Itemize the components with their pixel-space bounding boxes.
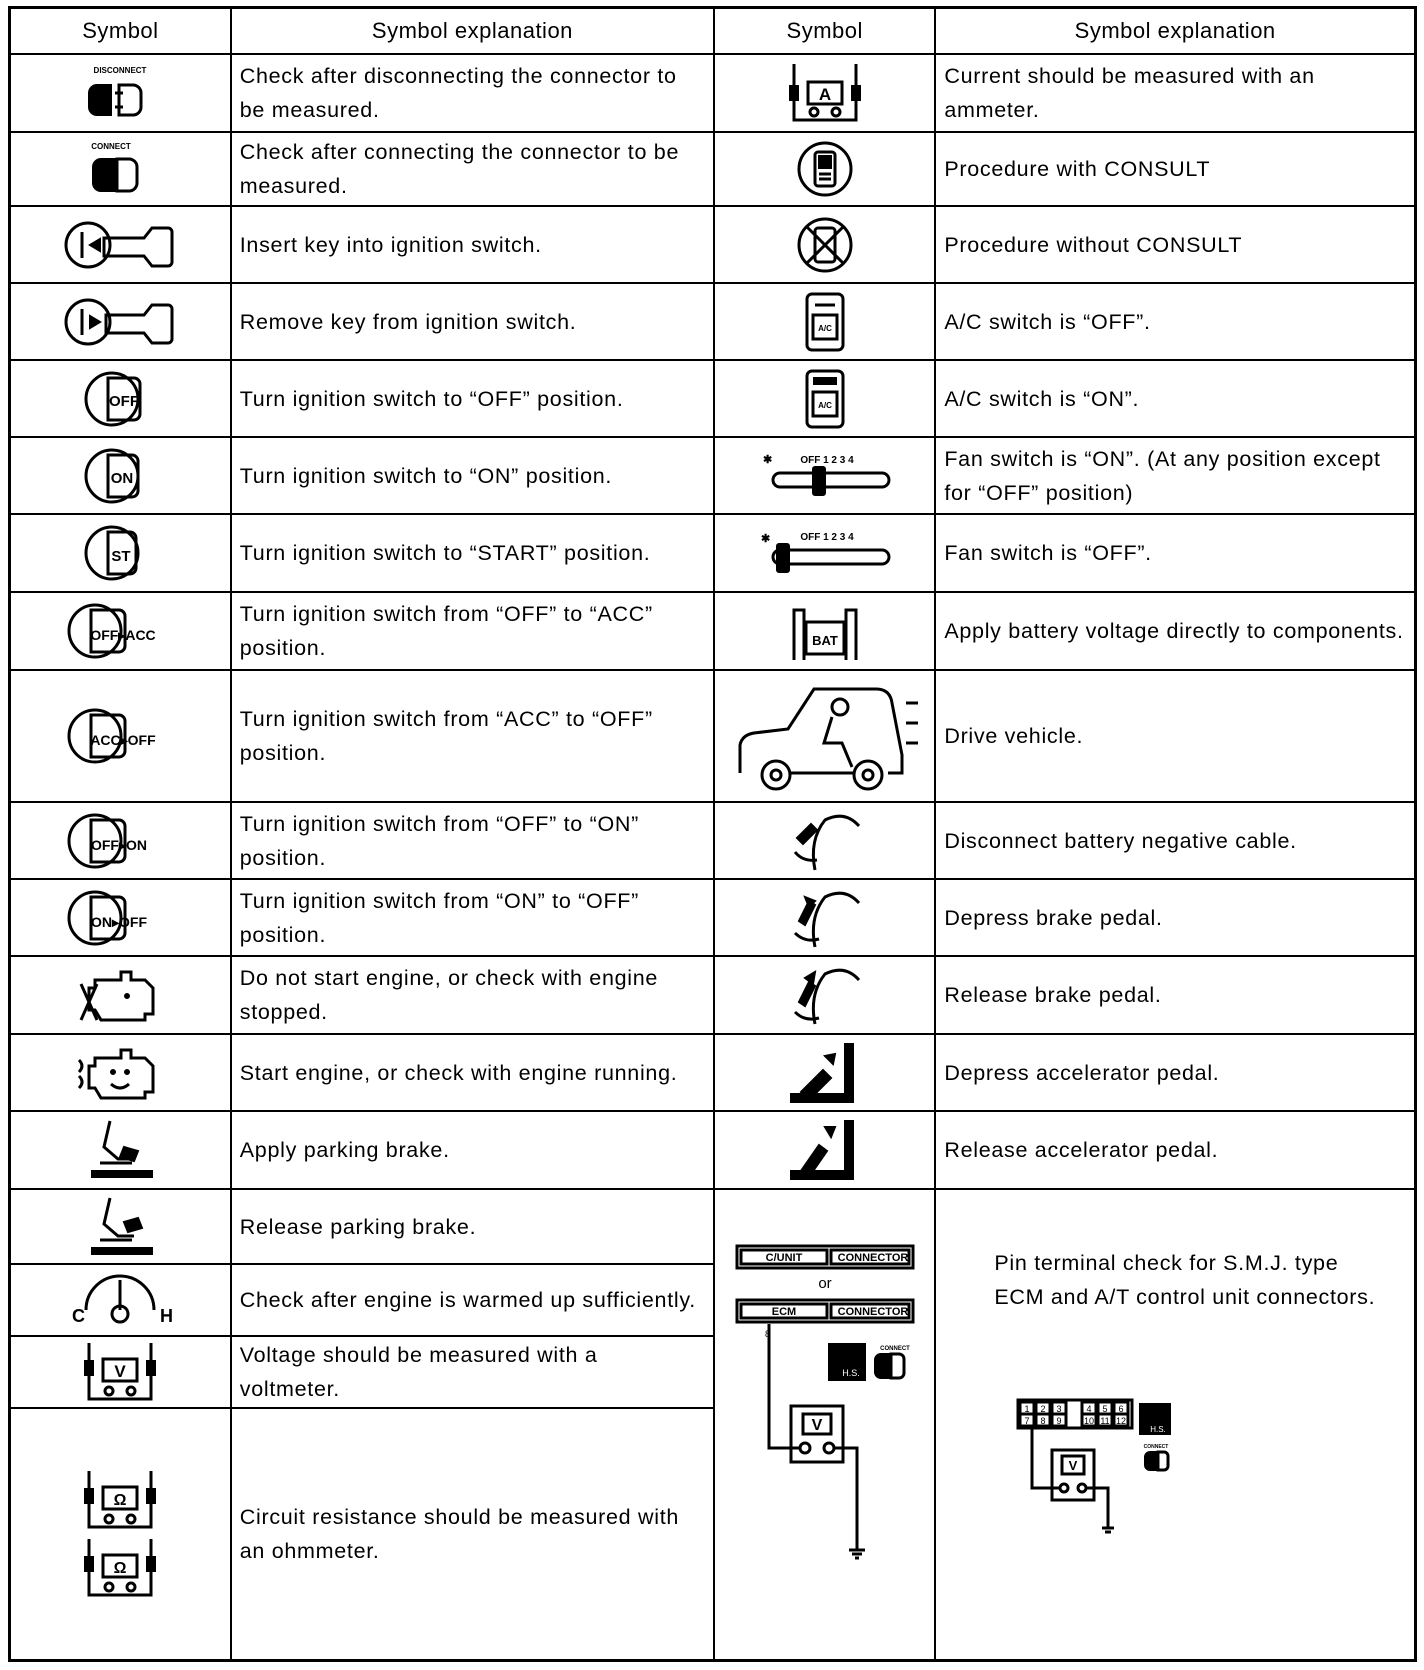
pin-number: 8 xyxy=(1040,1416,1046,1426)
explanation-cell: Turn ignition switch to “OFF” position. xyxy=(231,360,714,437)
pin-number: 2 xyxy=(1040,1404,1046,1414)
engine-running-icon xyxy=(75,1040,165,1106)
pin-number: 7 xyxy=(1024,1416,1030,1426)
explanation-cell: Disconnect battery negative cable. xyxy=(935,802,1415,879)
svg-text:V: V xyxy=(811,1417,823,1434)
table-row xyxy=(10,360,1416,437)
symbol-cell xyxy=(10,360,231,437)
symbol-cell xyxy=(714,1111,935,1189)
svg-text:V: V xyxy=(114,1362,127,1381)
insert-key-icon xyxy=(60,212,180,278)
consult-icon xyxy=(790,136,860,202)
header-explanation-left: Symbol explanation xyxy=(231,8,714,55)
pin-number: 9 xyxy=(1056,1416,1062,1426)
svg-text:CONNECT: CONNECT xyxy=(879,1346,910,1352)
symbol-cell xyxy=(10,437,231,514)
pin-number: 10 xyxy=(1084,1416,1095,1426)
pins-bottom-row xyxy=(1020,1414,1128,1426)
explanation-cell: Release accelerator pedal. xyxy=(935,1111,1415,1189)
symbol-cell xyxy=(714,283,935,360)
explanation-cell: Drive vehicle. xyxy=(935,670,1415,802)
symbol-cell xyxy=(714,670,935,802)
engine-warm-gauge-icon xyxy=(60,1270,180,1330)
depress-brake-pedal-icon xyxy=(785,885,865,951)
symbol-cell xyxy=(10,132,231,206)
explanation-cell: Depress brake pedal. xyxy=(935,879,1415,956)
explanation-cell: Current should be measured with an ammeter. xyxy=(935,54,1415,132)
explanation-cell: Check after connecting the connector to be measured. xyxy=(231,132,714,206)
table-row xyxy=(10,283,1416,360)
svg-text:OFF 1 2 3 4: OFF 1 2 3 4 xyxy=(800,454,854,466)
symbol-cell xyxy=(10,879,231,956)
explanation-cell: Start engine, or check with engine running. xyxy=(231,1034,714,1111)
svg-text:or: or xyxy=(818,1275,832,1292)
battery-voltage-icon xyxy=(780,598,870,664)
symbol-cell xyxy=(10,956,231,1034)
symbol-cell xyxy=(10,592,231,670)
pin-number: 11 xyxy=(1100,1416,1111,1426)
disconnect-connector-icon xyxy=(75,63,165,123)
svg-text:Ω: Ω xyxy=(113,1492,127,1509)
symbol-cell xyxy=(10,1408,231,1661)
release-accelerator-icon xyxy=(785,1117,865,1183)
disconnect-battery-cable-icon xyxy=(785,808,865,874)
explanation-cell: A/C switch is “ON”. xyxy=(935,360,1415,437)
symbol-cell xyxy=(714,802,935,879)
svg-text:ST: ST xyxy=(111,548,131,565)
pin-number: 12 xyxy=(1116,1416,1127,1426)
svg-text:CONNECT: CONNECT xyxy=(1143,1444,1169,1450)
symbol-cell xyxy=(714,514,935,592)
svg-text:DISCONNECT: DISCONNECT xyxy=(93,66,147,75)
explanation-cell: Circuit resistance should be measured with an ohmmeter. xyxy=(231,1408,714,1661)
explanation-cell: Turn ignition switch to “START” position. xyxy=(231,514,714,592)
ohmmeter-icon xyxy=(75,1467,165,1601)
symbol-cell xyxy=(10,206,231,283)
symbol-cell xyxy=(10,802,231,879)
ac-switch-on-icon xyxy=(800,368,850,430)
svg-text:A: A xyxy=(818,85,831,104)
svg-text:Ω: Ω xyxy=(113,1560,127,1577)
ignition-acc-to-off-icon xyxy=(65,703,175,769)
pin-check-explanation-cell xyxy=(935,1189,1415,1661)
symbol-cell xyxy=(714,360,935,437)
table-row xyxy=(10,592,1416,670)
svg-text:OFF▸ACC: OFF▸ACC xyxy=(90,627,157,643)
depress-accelerator-icon xyxy=(785,1040,865,1106)
header-explanation-right: Symbol explanation xyxy=(935,8,1415,55)
explanation-cell: Check after disconnecting the connector to be measured. xyxy=(231,54,714,132)
table-row xyxy=(10,670,1416,802)
explanation-cell: Do not start engine, or check with engine stopped. xyxy=(231,956,714,1034)
svg-text:8: 8 xyxy=(764,1329,770,1339)
pin-number: 4 xyxy=(1086,1404,1092,1414)
explanation-cell: Procedure without CONSULT xyxy=(935,206,1415,283)
pin-number: 3 xyxy=(1056,1404,1062,1414)
svg-text:ECM: ECM xyxy=(771,1306,796,1318)
explanation-cell: A/C switch is “OFF”. xyxy=(935,283,1415,360)
ignition-on-to-off-icon xyxy=(65,885,175,951)
svg-text:ON: ON xyxy=(111,469,134,487)
table-row xyxy=(10,1111,1416,1189)
table-row xyxy=(10,132,1416,206)
symbol-cell xyxy=(10,283,231,360)
svg-text:C/UNIT: C/UNIT xyxy=(765,1252,803,1264)
symbol-cell xyxy=(10,1034,231,1111)
connect-connector-icon xyxy=(75,139,165,199)
symbol-cell xyxy=(714,132,935,206)
drive-vehicle-icon xyxy=(730,673,920,799)
symbol-cell xyxy=(714,54,935,132)
release-brake-pedal-icon xyxy=(785,962,865,1028)
explanation-cell: Check after engine is warmed up sufficiently. xyxy=(231,1264,714,1336)
svg-text:ACC▸OFF: ACC▸OFF xyxy=(90,732,157,748)
fan-switch-on-icon xyxy=(755,451,895,501)
header-symbol-left: Symbol xyxy=(10,8,231,55)
explanation-cell: Turn ignition switch from “ON” to “OFF” position. xyxy=(231,879,714,956)
svg-text:CONNECTOR: CONNECTOR xyxy=(837,1306,909,1318)
header-row xyxy=(10,8,1416,55)
pin-check-text: Pin terminal check for S.M.J. type ECM and A/T control unit connectors. xyxy=(994,1251,1376,1309)
svg-text:H.S.: H.S. xyxy=(1150,1425,1167,1434)
symbol-cell xyxy=(10,1264,231,1336)
symbol-cell xyxy=(714,206,935,283)
explanation-cell: Remove key from ignition switch. xyxy=(231,283,714,360)
ignition-off-to-on-icon xyxy=(65,808,175,874)
explanation-cell: Insert key into ignition switch. xyxy=(231,206,714,283)
svg-text:A/C: A/C xyxy=(817,323,832,333)
pin-check-symbol-cell xyxy=(714,1189,935,1661)
symbol-cell xyxy=(10,1189,231,1264)
table-row xyxy=(10,1034,1416,1111)
symbol-cell xyxy=(714,437,935,514)
explanation-cell: Release parking brake. xyxy=(231,1189,714,1264)
ignition-off-icon xyxy=(80,366,160,432)
symbol-cell xyxy=(714,592,935,670)
svg-text:✱: ✱ xyxy=(762,453,772,466)
svg-text:A/C: A/C xyxy=(817,400,832,410)
svg-text:H: H xyxy=(160,1306,174,1326)
explanation-cell: Release brake pedal. xyxy=(935,956,1415,1034)
explanation-cell: Procedure with CONSULT xyxy=(935,132,1415,206)
svg-text:C: C xyxy=(72,1306,86,1326)
svg-text:OFF: OFF xyxy=(109,392,140,410)
explanation-cell: Turn ignition switch from “ACC” to “OFF” position. xyxy=(231,670,714,802)
svg-text:BAT: BAT xyxy=(811,633,838,648)
pin-number: 5 xyxy=(1102,1404,1108,1414)
explanation-cell: Voltage should be measured with a voltmeter. xyxy=(231,1336,714,1408)
table-row xyxy=(10,956,1416,1034)
svg-text:ON▸OFF: ON▸OFF xyxy=(91,913,148,930)
svg-text:H.S.: H.S. xyxy=(841,1368,860,1378)
ignition-off-to-acc-icon xyxy=(65,598,175,664)
symbol-cell xyxy=(10,1111,231,1189)
explanation-cell: Turn ignition switch to “ON” position. xyxy=(231,437,714,514)
ignition-on-icon xyxy=(80,443,160,509)
release-parking-brake-icon xyxy=(80,1194,160,1260)
table-row xyxy=(10,437,1416,514)
table-row xyxy=(10,879,1416,956)
voltmeter-icon xyxy=(75,1339,165,1405)
explanation-cell: Depress accelerator pedal. xyxy=(935,1034,1415,1111)
apply-parking-brake-icon xyxy=(80,1117,160,1183)
fan-switch-off-icon xyxy=(755,528,895,578)
table-row xyxy=(10,514,1416,592)
svg-text:CONNECTOR: CONNECTOR xyxy=(837,1252,909,1264)
ammeter-icon xyxy=(780,60,870,126)
pin-terminal-diagram-icon xyxy=(1008,1392,1208,1542)
symbol-table xyxy=(8,6,1417,1662)
symbol-cell xyxy=(714,879,935,956)
no-consult-icon xyxy=(790,212,860,278)
pin-check-diagram-icon xyxy=(725,1190,925,1570)
symbol-cell xyxy=(10,54,231,132)
engine-stopped-icon xyxy=(75,962,165,1028)
header-symbol-right: Symbol xyxy=(714,8,935,55)
svg-text:✱: ✱ xyxy=(760,533,770,545)
table-row xyxy=(10,206,1416,283)
pin-number: 1 xyxy=(1024,1404,1030,1414)
table-row xyxy=(10,54,1416,132)
explanation-cell: Turn ignition switch from “OFF” to “ACC” position. xyxy=(231,592,714,670)
symbol-cell xyxy=(714,956,935,1034)
table-row xyxy=(10,1189,1416,1264)
explanation-cell: Turn ignition switch from “OFF” to “ON” position. xyxy=(231,802,714,879)
explanation-cell: Fan switch is “ON”. (At any position except for “OFF” position) xyxy=(935,437,1415,514)
symbol-cell xyxy=(10,1336,231,1408)
symbol-cell xyxy=(10,670,231,802)
table-row xyxy=(10,802,1416,879)
explanation-cell: Fan switch is “OFF”. xyxy=(935,514,1415,592)
explanation-cell: Apply parking brake. xyxy=(231,1111,714,1189)
symbol-cell xyxy=(10,514,231,592)
ignition-start-icon xyxy=(80,520,160,586)
explanation-cell: Apply battery voltage directly to components. xyxy=(935,592,1415,670)
ac-switch-off-icon xyxy=(800,291,850,353)
pin-number: 6 xyxy=(1118,1404,1124,1414)
symbol-cell xyxy=(714,1034,935,1111)
remove-key-icon xyxy=(60,289,180,355)
pins-top-row xyxy=(1020,1402,1128,1414)
svg-text:OFF 1 2 3 4: OFF 1 2 3 4 xyxy=(800,532,854,543)
svg-text:CONNECT: CONNECT xyxy=(91,142,132,151)
svg-text:V: V xyxy=(1069,1458,1078,1473)
svg-text:OFF▸ON: OFF▸ON xyxy=(91,836,148,853)
